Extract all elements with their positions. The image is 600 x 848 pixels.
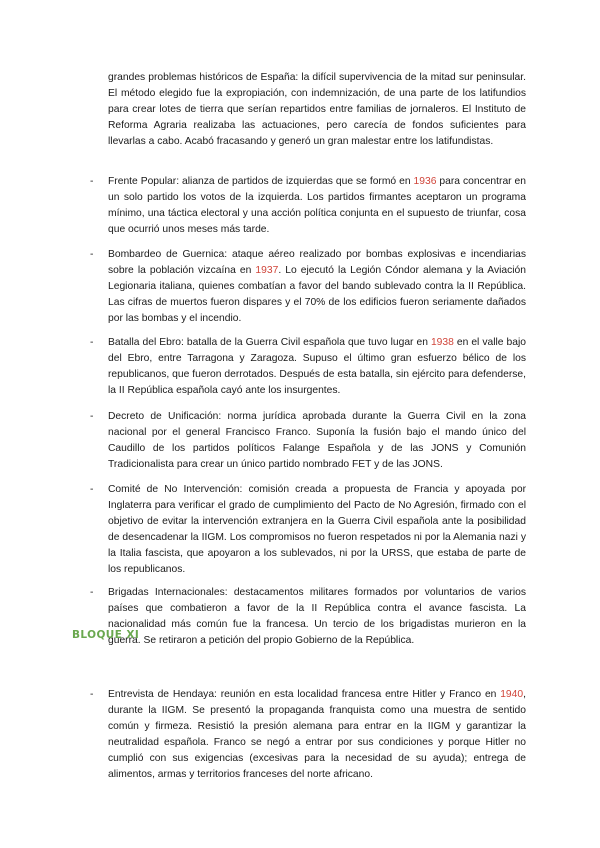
item-text: Comité de No Intervención: comisión creada a propuesta de Francia y apoyada por Inglaterra para verificar el grado de cumplimiento del Pacto de No Agresión, firmado con el objetivo de evitar la intervención extranjera en la Guerra Civil española ante la posibilidad de desencadenar la IIGM. Los compromisos no fueron respetados ni por la Alemania nazi y la Italia fascista, que apoyaron a los sublevados, ni por la URSS, que estaba de parte de los republicanos.: [108, 484, 526, 575]
list-item-frente-popular: [108, 174, 526, 238]
list-bullet: -: [90, 484, 94, 495]
item-text: Frente Popular: alianza de partidos de izquierdas que se formó en: [108, 176, 414, 187]
list-item-entrevista-hendaya: [108, 687, 526, 783]
list-bullet: -: [90, 337, 94, 348]
list-bullet: -: [90, 689, 94, 700]
year-highlight: 1938: [430, 337, 454, 348]
year-highlight: 1940: [500, 689, 524, 700]
list-item-comite-no-intervencion: [108, 482, 526, 578]
item-text: , durante la IIGM. Se presentó la propaganda franquista como una muestra de sentido común y firmeza. Resistió la presión alemana para entrar en la IIGM y garantizar la neutralidad española. Franco se negó a entrar por sus condiciones y porque Hitler no cumplió con sus exigencias (excesivas para la necesidad de su ayuda); entrega de alimentos, armas y territorios franceses del norte africano.: [108, 689, 526, 780]
item-text: . Lo ejecutó la Legión Cóndor alemana y la Aviación Legionaria italiana, quienes combatían a favor del bando sublevado contra la II República. Las cifras de muertos fueron dispares y el 70% de los edificios fueron seriamente dañados por las bombas y el incendio.: [108, 265, 526, 324]
item-text: Decreto de Unificación: norma jurídica aprobada durante la Guerra Civil en la zona nacional por el general Francisco Franco. Suponía la fusión bajo el mando único del Caudillo de los partidos políticos Falange Española y de las JONS y Comunión Tradicionalista para crear un único partido nombrado FET y de las JONS.: [108, 411, 526, 470]
list-item-guernica: [108, 247, 526, 327]
list-bullet: -: [90, 176, 94, 187]
list-item-brigadas-internacionales: [108, 585, 526, 649]
item-text: para concentrar en un solo partido los votos de la izquierda. Los partidos firmantes aceptaron un programa mínimo, una táctica electoral y una acción política conjunta en el supuesto de triunfar, cosa que ocurrió unos meses más tarde.: [108, 176, 527, 235]
item-text: Entrevista de Hendaya: reunión en esta localidad francesa entre Hitler y Franco en: [108, 689, 501, 700]
list-bullet: -: [90, 587, 94, 598]
list-bullet: -: [90, 249, 94, 260]
list-bullet: -: [90, 411, 94, 422]
item-text: en el valle bajo del Ebro, entre Tarragona y Zaragoza. Supuso el último gran esfuerzo bélico de los republicanos, que fueron derrotados. Después de esta batalla, sin ejército para defenderse, la II República española cayó ante los insurgentes.: [108, 337, 526, 396]
year-highlight: 1937: [255, 265, 279, 276]
list-item-decreto-unificacion: [108, 409, 526, 473]
list-item-batalla-ebro: [108, 335, 526, 399]
item-text: Brigadas Internacionales: destacamentos militares formados por voluntarios de varios países que combatieron a favor de la II República contra el avance fascista. La nacionalidad más común fue la francesa. Un tercio de los brigadistas murieron en la guerra. Se retiraron a petición del propio Gobierno de la República.: [108, 587, 526, 646]
item-text: Bombardeo de Guernica: ataque aéreo realizado por bombas explosivas e incendiarias sobre la población vizcaína en: [108, 249, 526, 276]
item-text: Batalla del Ebro: batalla de la Guerra Civil española que tuvo lugar en: [108, 337, 431, 348]
intro-paragraph: grandes problemas históricos de España: la difícil supervivencia de la mitad sur peninsular. El método elegido fue la expropiación, con indemnización, de una parte de los latifundios para crear lotes de tierra que serían repartidos entre familias de jornaleros. El Instituto de Reforma Agraria realizaba las actuaciones, pero carecía de fondos suficientes para llevarlas a cabo. Acabó fracasando y generó un gran malestar entre los latifundistas.: [108, 72, 526, 147]
year-highlight: 1936: [413, 176, 437, 187]
section-heading: BLOQUE XI: [72, 629, 140, 641]
